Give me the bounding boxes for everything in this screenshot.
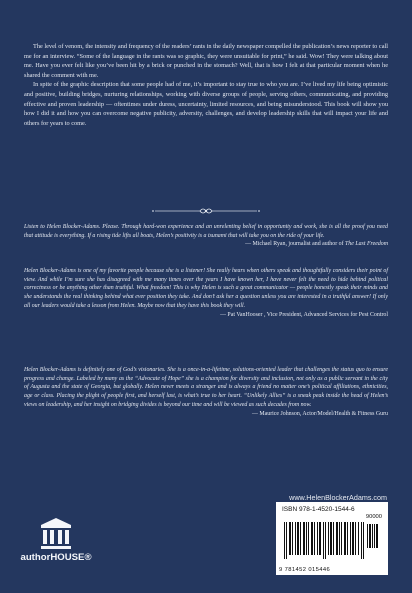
intro-paragraph-2: In spite of the graphic description that some people had of me, it’s important to stay true to who you are. I’ve lived my life being optimistic and positive, building bridges, nurturing relationships, working with diverse groups of people, serving others, communicating, and providing effective and proven leadership — oftentimes under duress, uncertainty, limited resources, and being misunderstood. This book will show you how I did it and how you can overcome negative publicity, adversity, challenges, and develop leadership skills that will impact your life and others for years to come.: [24, 81, 388, 127]
library-columns-icon: [41, 518, 71, 550]
endorsement-text: Listen to Helen Blocker-Adams. Please. Through hard-won experience and an unrelenting belief in opportunity and work, she is all the proof you need that attitude is everything. If a rising tide lifts all boats, Helen’s positivity is a tsunami that will take you on the ride of your life.: [24, 224, 388, 239]
endorsement-text: Helen Blocker-Adams is definitely one of God’s visionaries. She is a once-in-a-lifetime, solutions-oriented leader that challenges the status quo to ensure progress and change. Labeled by many as the “Advocate of Hope” she is a champion for diversity and inclusion, not only as a public servant in the city of Augusta and the state of Georgia, but globally. Helen never meets a stranger and is always a friend no matter one’s political affiliations, ethnicities, age or class. Placing the plight of people first, and herself last, is what’s true to her heart. “Unlikely Allies” is a sneak peak inside the head of Helen’s views on leadership, and her insight on bridging divides is beyond our time and will be viewed as such decades from now.: [24, 367, 388, 408]
endorsement-attribution: — Maurice Johnson, Actor/Model/Health & Fitness Guru: [252, 410, 388, 417]
back-cover-intro: [24, 42, 388, 128]
endorsement-3: [24, 366, 388, 418]
publisher-name: authorHOUSE®: [20, 552, 92, 563]
author-website: www.HelenBlockerAdams.com: [289, 493, 387, 502]
intro-paragraph-1: The level of venom, the intensity and frequency of the readers’ rants in the daily newspaper compelled the publication’s news reporter to call me for an interview. “Some of the language in the rants was so graphic, they were unsuitable for print,” he said. Wow! They were talking about me. Have you ever felt like you’ve been hit by a brick or punched in the stomach? Well, that is how I felt at that particular moment when he shared the comment with me.: [24, 43, 388, 79]
endorsement-attribution: [24, 240, 388, 249]
isbn-number: ISBN 978-1-4520-1544-6: [282, 506, 355, 513]
barcode-digits: 9 781452 015446: [279, 567, 331, 573]
endorsement-1: [24, 223, 388, 249]
attribution-name: — Michael Ryan, journalist and author of: [245, 241, 346, 248]
publisher-logo: [16, 518, 96, 563]
isbn-barcode: [276, 502, 388, 575]
ornamental-divider: [0, 205, 412, 217]
endorsement-text: Helen Blocker-Adams is one of my favorite people because she is a listener! She really hears when others speak and thoughtfully considers their point of view. And while I’m sure she has disagreed with me many times over the years I have known her, I have never felt the need to hide behind political correctness or be anything other than truthful. What freedom! This is why Helen is such a great communicator — people honestly speak their minds and she understands the real thinking behind what ever position they take. And don’t ask her a question unless you are interested in a truthful answer! If only all our leaders would take a lesson from Helen. Maybe now that they have this book they will.: [24, 268, 388, 309]
price-code: 90000: [365, 514, 382, 520]
endorsement-2: [24, 267, 388, 319]
barcode-bars-icon: [281, 514, 381, 563]
book-title: The Last Freedom: [345, 241, 388, 248]
endorsement-attribution: — Pat VanHooser , Vice President, Advanced Services for Pest Control: [220, 311, 388, 318]
